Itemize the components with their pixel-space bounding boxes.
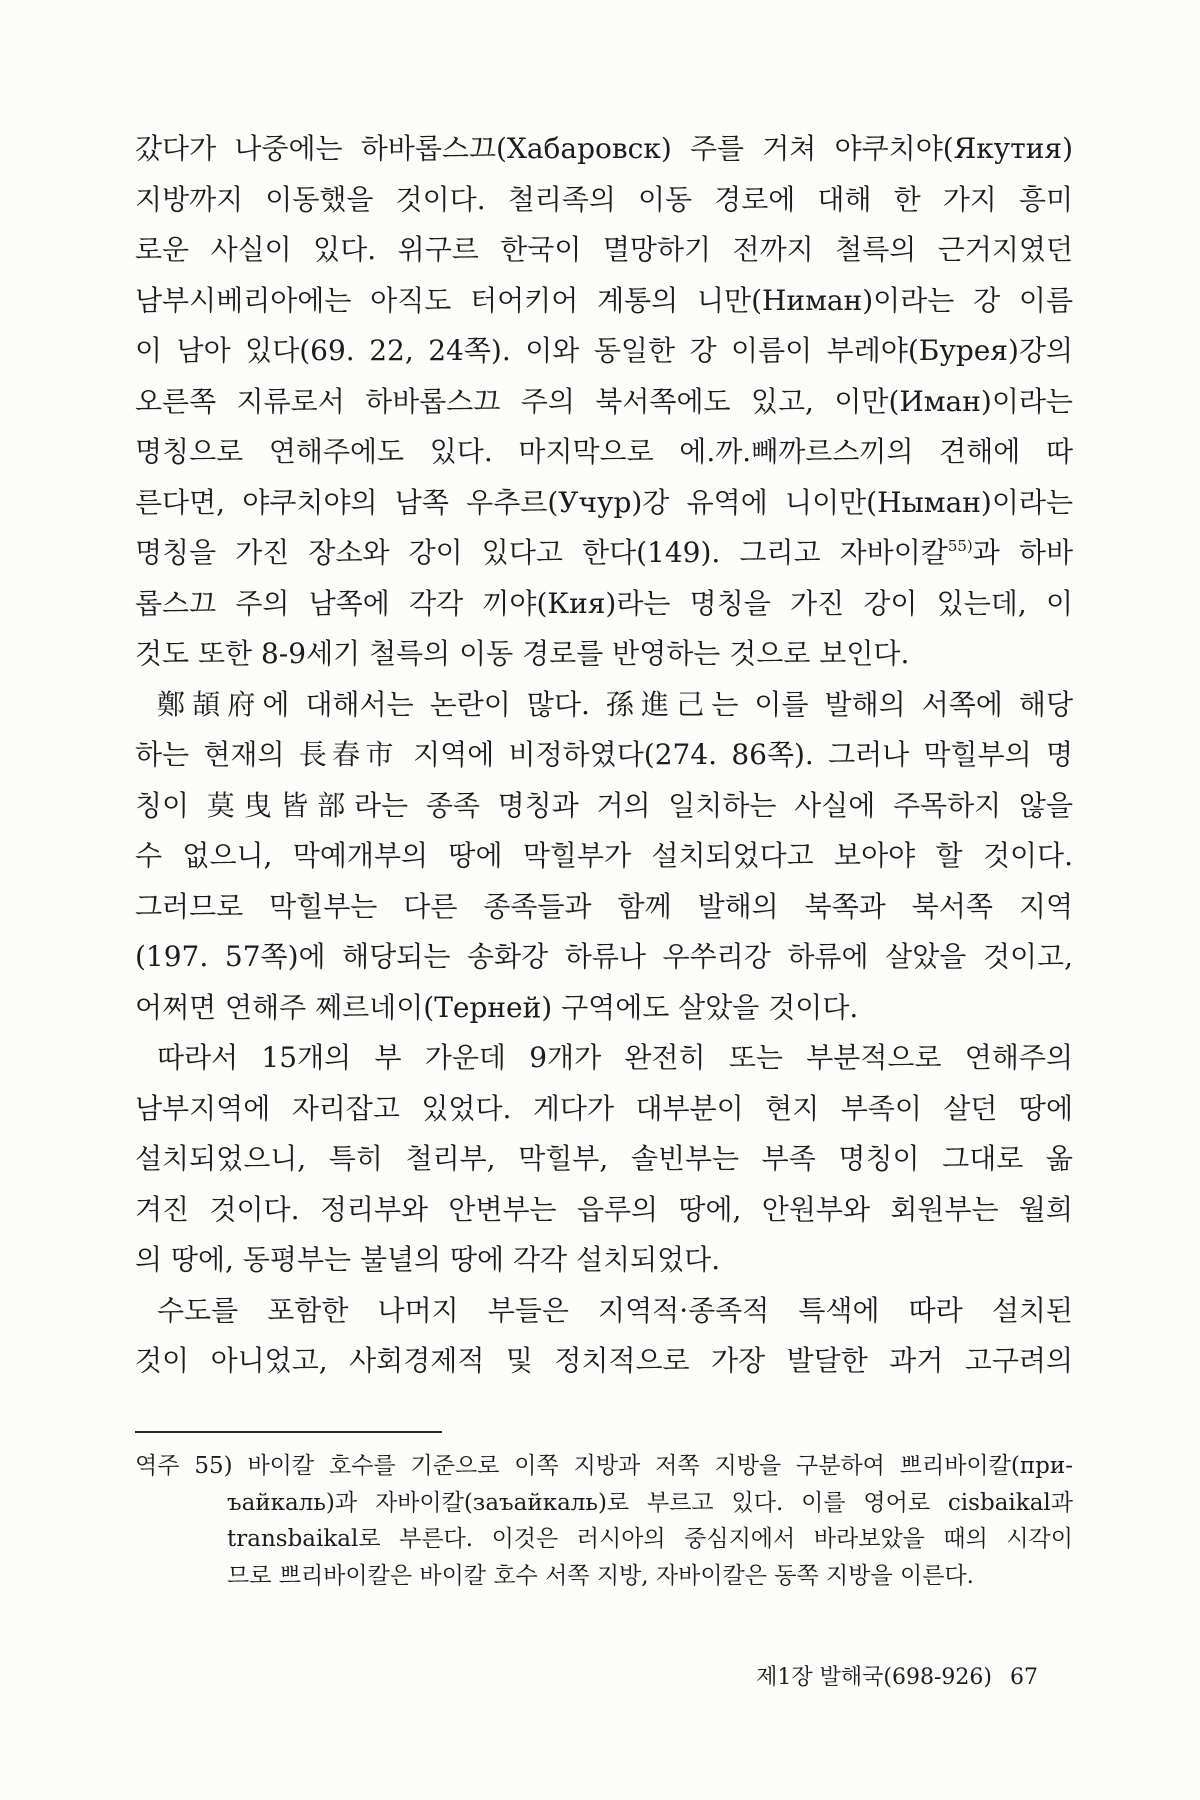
body-line: 갔다가 나중에는 하바롭스끄(Хабаровск) 주를 거쳐 야쿠치야(Якутия)	[135, 132, 1073, 165]
footnote-reference: 55)	[947, 537, 973, 555]
body-line: 롭스끄 주의 남쪽에 각각 끼야(Кия)라는 명칭을 가진 강이 있는데, 이	[135, 586, 1073, 620]
body-line: 鄭頡府에 대해서는 논란이 많다. 孫進己는 이를 발해의 서쪽에 해당	[157, 687, 1073, 721]
body-line: 수 없으니, 막예개부의 땅에 막힐부가 설치되었다고 보아야 할 것이다.	[135, 839, 1073, 872]
body-line: 오른쪽 지류로서 하바롭스끄 주의 북서쪽에도 있고, 이만(Иман)이라는	[135, 384, 1073, 418]
paragraph	[135, 1033, 1073, 1286]
body-text	[135, 124, 1073, 1387]
paragraph	[135, 680, 1073, 1034]
footnote-line-text: 바이칼 호수를 기준으로 이쪽 지방과 저쪽 지방을 구분하여 쁘리바이칼(при-	[247, 1453, 1073, 1479]
body-line-text: 명칭을 가진 장소와 강이 있다고 한다(149). 그리고 자바이칼	[135, 536, 948, 569]
body-line	[135, 528, 1073, 579]
body-line: 수도를 포함한 나머지 부들은 지역적·종족적 특색에 따라 설치된	[157, 1293, 1073, 1327]
body-line-text: 과 하바	[972, 536, 1073, 569]
paragraph	[135, 124, 1073, 680]
body-line: 명칭으로 연해주에도 있다. 마지막으로 에.까.빼까르스끼의 견해에 따	[135, 435, 1073, 468]
page-footer	[756, 1664, 1038, 1692]
body-line: 의 땅에, 동평부는 불녈의 땅에 각각 설치되었다.	[135, 1243, 721, 1276]
body-line: 것도 또한 8-9세기 철륵의 이동 경로를 반영하는 것으로 보인다.	[135, 637, 910, 670]
footnote-label: 역주 55)	[135, 1453, 233, 1479]
body-line: 남부지역에 자리잡고 있었다. 게다가 대부분이 현지 부족이 살던 땅에	[135, 1091, 1073, 1125]
body-line: 겨진 것이다. 정리부와 안변부는 읍루의 땅에, 안원부와 회원부는 월희	[135, 1192, 1073, 1226]
paragraph	[135, 1286, 1073, 1387]
body-line: 른다면, 야쿠치야의 남쪽 우추르(Учур)강 유역에 니이만(Ныман)이라는	[135, 485, 1073, 519]
body-line: 하는 현재의 長春市 지역에 비정하였다(274. 86쪽). 그러나 막힐부의 명	[135, 738, 1073, 771]
body-line: 이 남아 있다(69. 22, 24쪽). 이와 동일한 강 이름이 부레야(Бурея)강의	[135, 334, 1073, 367]
running-footer-chapter: 제1장 발해국(698-926)	[756, 1665, 992, 1690]
footnote-line: 므로 쁘리바이칼은 바이칼 호수 서쪽 지방, 자바이칼은 동쪽 지방을 이른다.	[227, 1563, 974, 1590]
body-line: 어쩌면 연해주 쩨르네이(Терней) 구역에도 살았을 것이다.	[135, 990, 859, 1024]
body-line: 것이 아니었고, 사회경제적 및 정치적으로 가장 발달한 과거 고구려의	[135, 1344, 1073, 1377]
footnote-line	[135, 1448, 1073, 1485]
footnote-divider	[135, 1431, 442, 1433]
body-line: 그러므로 막힐부는 다른 종족들과 함께 발해의 북쪽과 북서쪽 지역	[135, 889, 1073, 923]
page-number: 67	[1010, 1665, 1038, 1690]
body-line: 칭이 莫曳皆部라는 종족 명칭과 거의 일치하는 사실에 주목하지 않을	[135, 788, 1073, 822]
body-line: 따라서 15개의 부 가운데 9개가 완전히 또는 부분적으로 연해주의	[157, 1041, 1073, 1074]
body-line: (197. 57쪽)에 해당되는 송화강 하류나 우쑤리강 하류에 살았을 것이고,	[135, 940, 1073, 973]
body-line: 설치되었으니, 특히 철리부, 막힐부, 솔빈부는 부족 명칭이 그대로 옮	[135, 1142, 1073, 1175]
body-line: 남부시베리아에는 아직도 터어키어 계통의 니만(Ниман)이라는 강 이름	[135, 283, 1073, 317]
footnote-line: ъайкаль)과 자바이칼(заъайкаль)로 부르고 있다. 이를 영어로 cisbaikal과	[227, 1489, 1073, 1516]
body-line: 지방까지 이동했을 것이다. 철리족의 이동 경로에 대해 한 가지 흥미	[135, 182, 1073, 216]
footnote	[135, 1448, 1073, 1595]
body-line: 로운 사실이 있다. 위구르 한국이 멸망하기 전까지 철륵의 근거지였던	[135, 233, 1073, 266]
footnote-line: transbaikal로 부른다. 이것은 러시아의 중심지에서 바라보았을 때의 시각이	[227, 1526, 1073, 1553]
